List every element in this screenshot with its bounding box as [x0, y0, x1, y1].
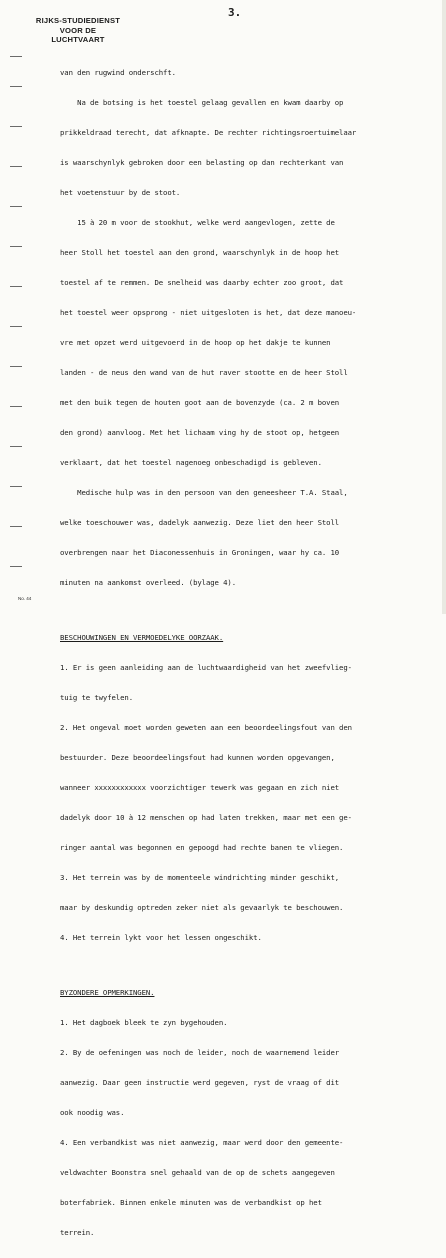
text-line: 4. Een verbandkist was niet aanwezig, maar werd door den gemeente- — [60, 1138, 344, 1147]
text-line: is waarschynlyk gebroken door een belasting op dan rechterkant van — [60, 158, 344, 167]
text-line: wanneer xxxxxxxxxxxx voorzichtiger tewerk was gegaan en zich niet — [60, 783, 340, 792]
text-line: terrein. — [60, 1228, 95, 1237]
text-line: met den buik tegen de houten goot aan de bovenzyde (ca. 2 m boven — [60, 398, 340, 407]
text-line: maar by deskundig optreden zeker niet als gevaarlyk te beschouwen. — [60, 903, 344, 912]
margin-tick — [10, 86, 22, 87]
text-line: 3. Het terrein was by de momenteele windrichting minder geschikt, — [60, 873, 340, 882]
margin-tick — [10, 366, 22, 367]
text-line: 2. Het ongeval moet worden geweten aan een beoordeelingsfout van den — [60, 723, 352, 732]
text-line: bestuurder. Deze beoordeelingsfout had kunnen worden opgevangen, — [60, 753, 335, 762]
text-line: boterfabriek. Binnen enkele minuten was de verbandkist op het — [60, 1198, 322, 1207]
text-line: minuten na aankomst overleed. (bylage 4). — [60, 578, 237, 587]
text-line: van den rugwind onderschft. — [60, 68, 176, 77]
text-line: 1. Het dagboek bleek te zyn bygehouden. — [60, 1018, 228, 1027]
text-line: Na de botsing is het toestel gelaag gevallen en kwam daarby op — [60, 98, 344, 107]
margin-tick — [10, 566, 22, 567]
text-line: 1. Er is geen aanleiding aan de luchtwaardigheid van het zweefvlieg- — [60, 663, 352, 672]
text-line: veldwachter Boonstra snel gehaald van de op de schets aangegeven — [60, 1168, 335, 1177]
letterhead — [18, 16, 138, 45]
margin-tick — [10, 166, 22, 167]
text-line: prikkeldraad terecht, dat afknapte. De rechter richtingsroertuimelaar — [60, 128, 357, 137]
text-line: tuig te twyfelen. — [60, 693, 133, 702]
text-line: 2. By de oefeningen was noch de leider, noch de waarnemend leider — [60, 1048, 340, 1057]
letterhead-line-1: RIJKS-STUDIEDIENST — [35, 16, 121, 25]
text-line: landen - de neus den wand van de hut raver stootte en de heer Stoll — [60, 368, 348, 377]
text-line: ringer aantal was begonnen en gepoogd had rechte banen te vliegen. — [60, 843, 344, 852]
page-edge-shadow — [442, 0, 446, 614]
margin-tick — [10, 286, 22, 287]
text-line: 4. Het terrein lykt voor het lessen ongeschikt. — [60, 933, 262, 942]
margin-tick — [10, 326, 22, 327]
text-line: vre met opzet werd uitgevoerd in de hoop op het dakje te kunnen — [60, 338, 331, 347]
text-line: overbrengen naar het Diaconessenhuis in Groningen, waar hy ca. 10 — [60, 548, 340, 557]
text-line: welke toeschouwer was, dadelyk aanwezig. Deze liet den heer Stoll — [60, 518, 340, 527]
margin-tick — [10, 126, 22, 127]
text-line: 15 à 20 m voor de stookhut, welke werd aangevlogen, zette de — [60, 218, 335, 227]
form-number: No. 44 — [18, 596, 32, 601]
margin-tick — [10, 246, 22, 247]
text-line: het toestel weer opsprong - niet uitgesloten is het, dat deze manoeu- — [60, 308, 357, 317]
margin-tick — [10, 206, 22, 207]
text-line: het voetenstuur by de stoot. — [60, 188, 181, 197]
section-heading: BYZONDERE OPMERKINGEN. — [60, 988, 155, 997]
section-heading: BESCHOUWINGEN EN VERMOEDELYKE OORZAAK. — [60, 633, 224, 642]
letterhead-line-3: LUCHTVAART — [51, 35, 105, 45]
text-line: heer Stoll het toestel aan den grond, waarschynlyk in de hoop het — [60, 248, 340, 257]
letterhead-line-2: VOOR DE — [59, 25, 97, 35]
text-line: Medische hulp was in den persoon van den geneesheer T.A. Staal, — [60, 488, 348, 497]
margin-tick — [10, 56, 22, 57]
text-line: den grond) aanvloog. Met het lichaam ving hy de stoot op, hetgeen — [60, 428, 340, 437]
page-number: 3. — [228, 6, 242, 19]
text-line: dadelyk door 10 à 12 menschen op had laten trekken, maar met een ge- — [60, 813, 352, 822]
typed-text-body — [60, 48, 438, 1258]
text-line: aanwezig. Daar geen instructie werd gegeven, ryst de vraag of dit — [60, 1078, 340, 1087]
text-line: ook noodig was. — [60, 1108, 125, 1117]
margin-tick — [10, 486, 22, 487]
text-line: verklaart, dat het toestel nagenoeg onbeschadigd is gebleven. — [60, 458, 322, 467]
margin-tick — [10, 406, 22, 407]
margin-tick — [10, 446, 22, 447]
text-line: toestel af te remmen. De snelheid was daarby echter zoo groot, dat — [60, 278, 344, 287]
margin-tick — [10, 526, 22, 527]
